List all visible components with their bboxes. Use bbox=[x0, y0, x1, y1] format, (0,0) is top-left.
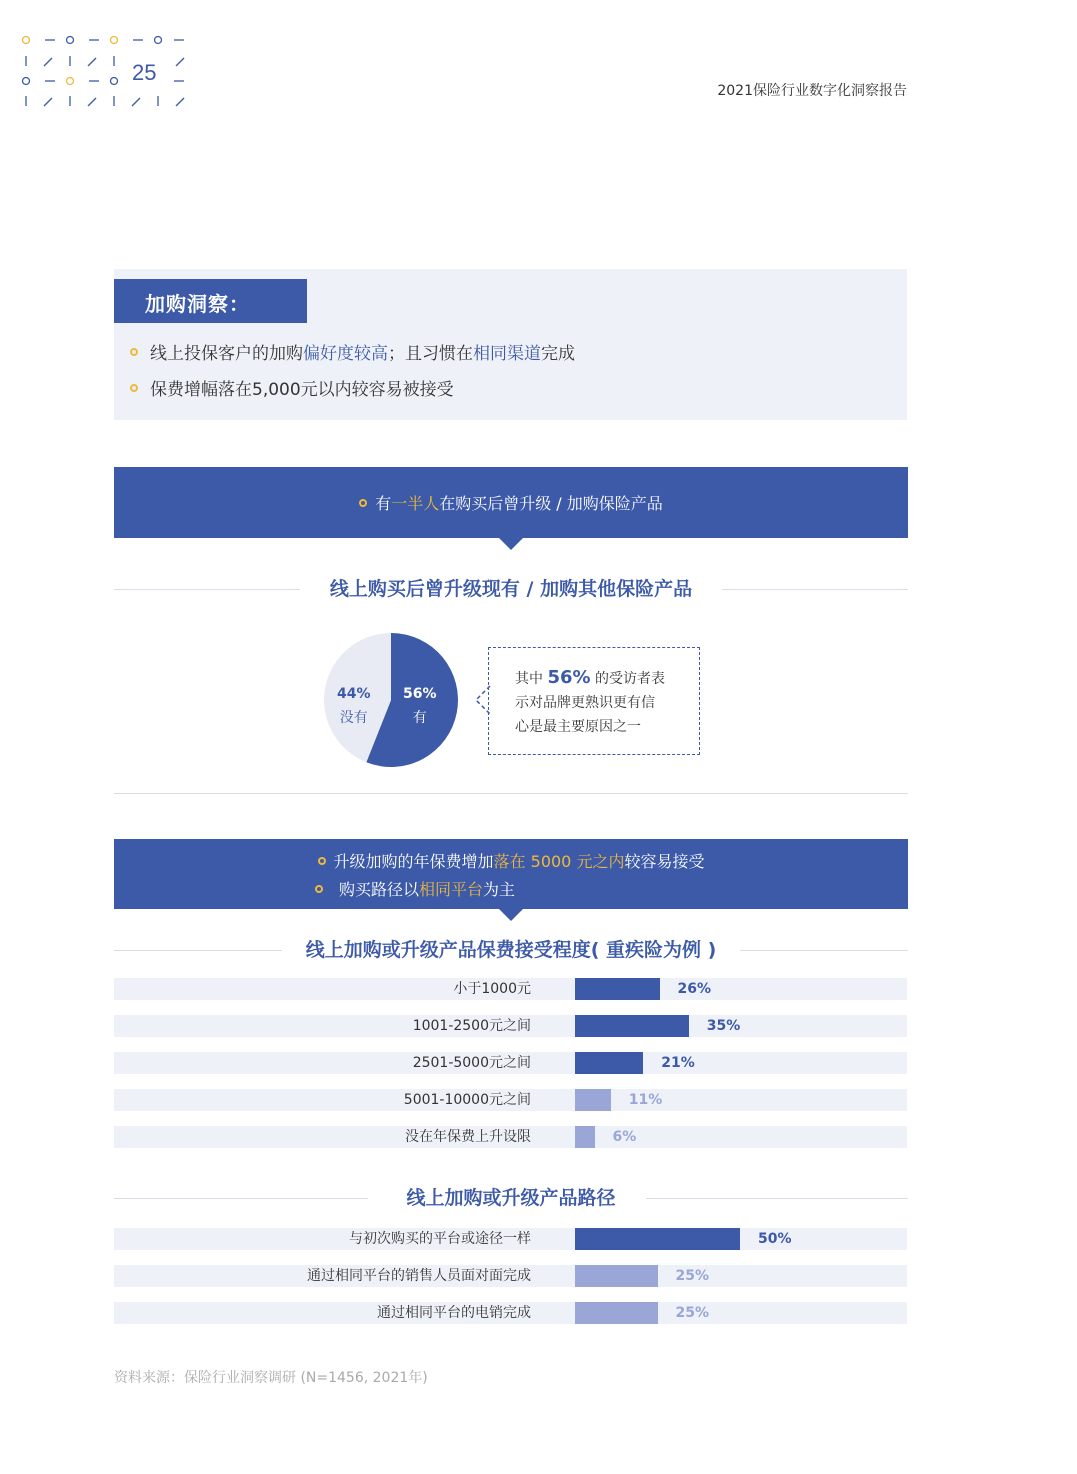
pie-no-label: 没有 bbox=[339, 710, 368, 726]
bar-row bbox=[114, 1228, 907, 1250]
report-title: 2021保险行业数字化洞察报告 bbox=[717, 83, 907, 99]
banner-line-2 bbox=[18, 877, 812, 900]
path-section-heading bbox=[114, 1183, 908, 1213]
banner-highlight: 一半人 bbox=[391, 494, 440, 513]
bar-fill bbox=[575, 1265, 658, 1287]
bar-category-label: 与初次购买的平台或途径一样 bbox=[349, 1231, 531, 1247]
pie-yes-pct: 56% bbox=[403, 686, 437, 702]
bar-category-label: 通过相同平台的电销完成 bbox=[377, 1305, 531, 1321]
pie-label-no bbox=[337, 682, 371, 730]
insight-highlight: 偏好度较高 bbox=[303, 344, 388, 364]
bar-fill bbox=[575, 978, 660, 1000]
premium-section-title: 线上加购或升级产品保费接受程度( 重疾险为例 ) bbox=[294, 939, 729, 961]
bullet-dot-icon bbox=[315, 885, 323, 893]
banner-premium-path bbox=[114, 839, 908, 909]
header-ornament bbox=[20, 30, 190, 114]
insight-text: 保费增幅落在5,000元以内较容易被接受 bbox=[150, 380, 454, 400]
path-section-title: 线上加购或升级产品路径 bbox=[394, 1187, 627, 1209]
bar-category-label: 2501-5000元之间 bbox=[412, 1055, 531, 1071]
bar-value-label: 21% bbox=[661, 1055, 695, 1071]
bar-fill bbox=[575, 1228, 740, 1250]
bar-value-label: 35% bbox=[706, 1018, 741, 1034]
section-divider bbox=[114, 793, 908, 794]
bar-value-label: 6% bbox=[612, 1129, 637, 1145]
callout-box bbox=[488, 647, 700, 755]
pie-chart bbox=[323, 632, 459, 768]
banner-text: 购买路径以 bbox=[338, 880, 419, 899]
bar-category-label: 5001-10000元之间 bbox=[403, 1092, 531, 1108]
callout-highlight: 56% bbox=[547, 667, 591, 688]
bullet-dot-icon bbox=[359, 499, 367, 507]
bar-value-label: 26% bbox=[677, 981, 712, 997]
pie-no-pct: 44% bbox=[337, 686, 371, 702]
bar-value-label: 50% bbox=[758, 1231, 792, 1247]
bar-row bbox=[114, 1015, 907, 1037]
bar-category-label: 小于1000元 bbox=[453, 981, 531, 997]
bar-category-label: 没在年保费上升设限 bbox=[405, 1129, 531, 1145]
callout-text: 心是最主要原因之一 bbox=[515, 719, 641, 735]
bar-row bbox=[114, 1052, 907, 1074]
insight-text: 完成 bbox=[541, 344, 575, 364]
page-number: 25 bbox=[132, 60, 157, 85]
banner-arrow-icon bbox=[499, 538, 523, 550]
premium-section-heading bbox=[114, 935, 908, 965]
insight-bullet-1 bbox=[130, 339, 575, 364]
bar-category-label: 1001-2500元之间 bbox=[412, 1018, 531, 1034]
banner-text: 为主 bbox=[483, 880, 516, 899]
banner-text: 在购买后曾升级 / 加购保险产品 bbox=[439, 494, 663, 513]
insight-box bbox=[114, 269, 907, 420]
bar-fill bbox=[575, 1052, 643, 1074]
banner-half-people bbox=[114, 467, 908, 538]
banner-text: 较容易接受 bbox=[624, 852, 705, 871]
insight-bullet-2 bbox=[130, 375, 454, 400]
bar-fill bbox=[575, 1015, 689, 1037]
bullet-dot-icon bbox=[130, 384, 138, 392]
callout-text: 的受访者表 bbox=[590, 671, 665, 687]
banner-line bbox=[114, 491, 908, 514]
banner-highlight: 相同平台 bbox=[418, 880, 483, 899]
banner-arrow-icon bbox=[499, 909, 523, 921]
bar-fill bbox=[575, 1126, 595, 1148]
banner-text: 有 bbox=[375, 494, 392, 513]
bullet-dot-icon bbox=[318, 857, 326, 865]
source-note: 资料来源：保险行业洞察调研 (N=1456, 2021年) bbox=[114, 1370, 428, 1386]
insight-tag: 加购洞察： bbox=[114, 279, 307, 323]
bar-row bbox=[114, 978, 907, 1000]
insight-text: 线上投保客户的加购 bbox=[150, 344, 303, 364]
pie-label-yes bbox=[403, 682, 437, 730]
insight-highlight: 相同渠道 bbox=[473, 344, 541, 364]
pie-section-heading bbox=[114, 574, 908, 604]
bar-value-label: 25% bbox=[675, 1268, 710, 1284]
bar-row bbox=[114, 1126, 907, 1148]
bar-value-label: 11% bbox=[628, 1092, 663, 1108]
bar-fill bbox=[575, 1089, 611, 1111]
bar-row bbox=[114, 1089, 907, 1111]
banner-line-1 bbox=[114, 849, 908, 872]
pie-section-title: 线上购买后曾升级现有 / 加购其他保险产品 bbox=[318, 578, 704, 600]
bullet-dot-icon bbox=[130, 348, 138, 356]
bar-category-label: 通过相同平台的销售人员面对面完成 bbox=[307, 1268, 531, 1284]
callout-text: 其中 bbox=[515, 671, 548, 687]
bar-row bbox=[114, 1265, 907, 1287]
banner-highlight: 落在 5000 元之内 bbox=[493, 852, 625, 871]
bar-fill bbox=[575, 1302, 658, 1324]
bar-value-label: 25% bbox=[675, 1305, 710, 1321]
bar-row bbox=[114, 1302, 907, 1324]
pie-yes-label: 有 bbox=[412, 710, 427, 726]
banner-text: 升级加购的年保费增加 bbox=[333, 852, 494, 871]
callout-text: 示对品牌更熟识更有信 bbox=[515, 695, 655, 711]
insight-text: ；且习惯在 bbox=[388, 344, 473, 364]
